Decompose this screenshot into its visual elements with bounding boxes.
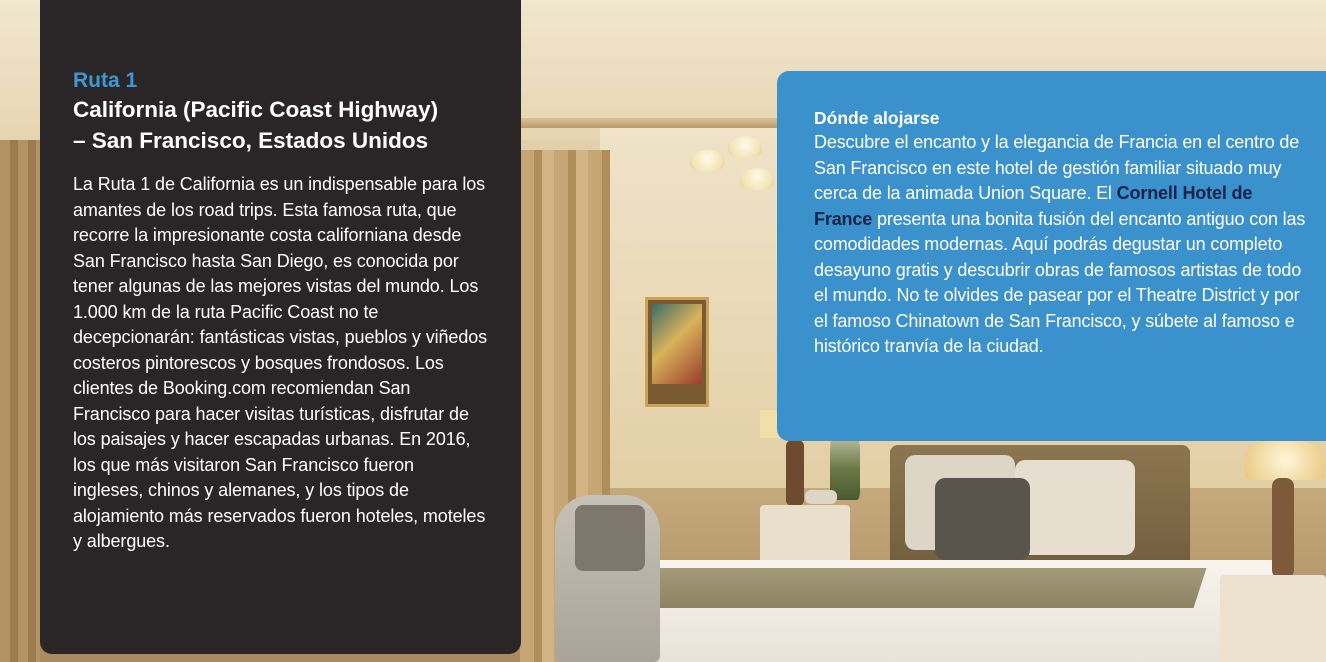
right-nightstand [1220,575,1326,662]
chandelier [690,120,780,200]
stay-text-after-link: presenta una bonita fusión del encanto antiguo con las comodidades modernas. Aquí podrás degustar un completo desayuno gratis y descubrir obras de famosos artistas de todo el mundo. No te olvides de pasear por el Theatre District y por el famoso Chinatown de San Francisco, y súbete al famoso e histórico tranvía de la ciudad. [814,208,1306,356]
chandelier-shade [690,150,724,172]
where-to-stay-panel [777,71,1326,441]
route-description: La Ruta 1 de California es un indispensable para los amantes de los road trips. Esta famosa ruta, que recorre la impresionante costa californiana desde San Francisco hasta San Diego, es conocida por tener algunas de las mejores vistas del mundo. Los 1.000 km de la ruta Pacific Coast no te decepcionarán: fantásticas vistas, pueblos y viñedos costeros pintorescos y bosques frondosos. Los clientes de Booking.com recomiendan San Francisco para hacer visitas turísticas, disfrutar de los paisajes y hacer escapadas urbanas. En 2016, los que más visitaron San Francisco fueron ingleses, chinos y alemanes, y los tipos de alojamiento más reservados fueron hoteles, moteles y albergues. [73,174,488,551]
where-to-stay-heading: Dónde alojarse [814,108,940,128]
where-to-stay-description [814,130,1307,360]
right-lamp-base [1272,478,1294,578]
bedside-lamp-base [786,440,804,506]
right-lamp-shade [1245,440,1325,480]
route-title-line-2: – San Francisco, Estados Unidos [73,128,429,153]
route-title-line-1: California (Pacific Coast Highway) [73,97,439,122]
route-title [73,94,488,156]
chandelier-shade [728,136,762,158]
chandelier-shade [740,168,774,190]
armchair-pillow [575,505,645,571]
left-curtain [0,140,40,662]
fleur-de-lis-pillow [935,478,1030,560]
painting-artwork [652,304,702,384]
stay-text-before-link: Descubre el encanto y la elegancia de Francia en el centro de San Francisco en este hotel de gestión familiar situado muy cerca de la animada Union Square. El [814,132,1300,203]
bed-runner [634,568,1207,608]
route-label: Ruta 1 [73,69,138,92]
route-info-panel [40,0,521,654]
telephone [805,490,837,504]
pillow [1015,460,1135,555]
hotel-link[interactable]: Cornell Hotel de France [814,183,1253,229]
